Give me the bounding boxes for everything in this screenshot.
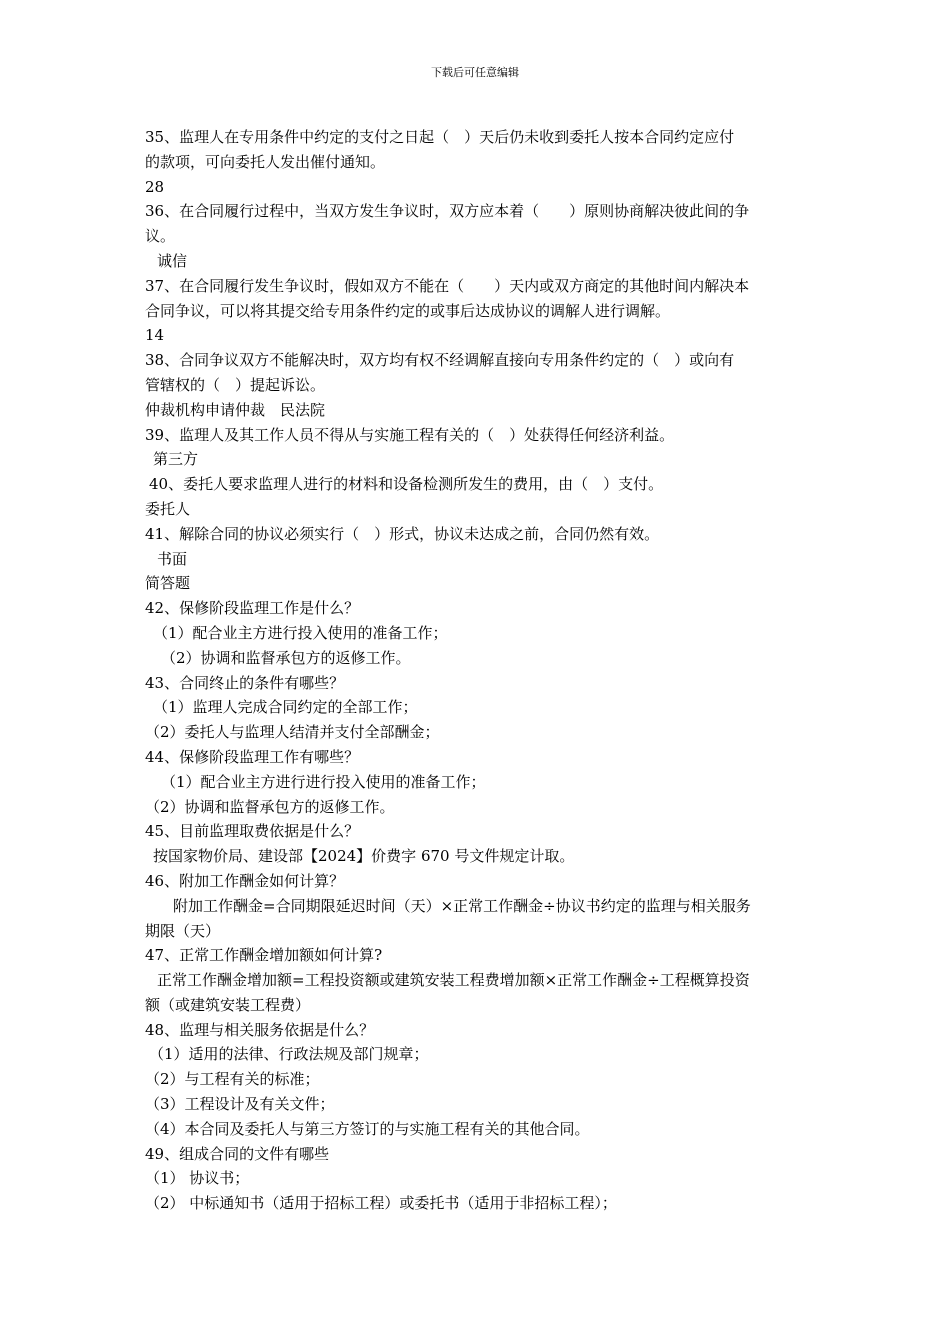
answer-48-item-4: （4）本合同及委托人与第三方签订的与实施工程有关的其他合同。 <box>145 1119 590 1138</box>
answer-40: 委托人 <box>145 499 191 518</box>
answer-39: 第三方 <box>153 450 199 469</box>
question-35-line-1: 35、监理人在专用条件中约定的支付之日起（ ）天后仍未收到委托人按本合同约定应付 <box>145 128 735 146</box>
question-46: 46、附加工作酬金如何计算？ <box>145 871 345 890</box>
question-47: 47、正常工作酬金增加额如何计算? <box>145 946 383 965</box>
answer-47-line-1: 正常工作酬金增加额=工程投资额或建筑安装工程费增加额×正常工作酬金÷工程概算投资 <box>157 971 750 990</box>
answer-49-item-2: （2） 中标通知书（适用于招标工程）或委托书（适用于非招标工程）； <box>145 1194 617 1213</box>
question-39: 39、监理人及其工作人员不得从与实施工程有关的（ ）处获得任何经济利益。 <box>145 425 675 444</box>
question-40: 40、委托人要求监理人进行的材料和设备检测所发生的费用，由（ ）支付。 <box>149 475 664 494</box>
answer-42-item-1: （1）配合业主方进行投入使用的准备工作； <box>153 623 448 642</box>
question-43: 43、合同终止的条件有哪些？ <box>145 673 345 692</box>
answer-43-item-2: （2）委托人与监理人结清并支付全部酬金； <box>145 723 440 742</box>
answer-46-line-2: 期限（天） <box>145 921 221 940</box>
question-45: 45、目前监理取费依据是什么？ <box>145 822 360 841</box>
answer-48-item-2: （2）与工程有关的标准； <box>145 1070 320 1089</box>
question-48: 48、监理与相关服务依据是什么？ <box>145 1020 375 1039</box>
answer-35: 28 <box>145 177 165 196</box>
question-37-line-1: 37、在合同履行发生争议时，假如双方不能在（ ）天内或双方商定的其他时间内解决本 <box>145 276 750 295</box>
answer-37: 14 <box>145 326 165 345</box>
answer-45: 按国家物价局、建设部【2024】价费字 670 号文件规定计取。 <box>153 847 575 866</box>
question-38-line-1: 38、合同争议双方不能解决时，双方均有权不经调解直接向专用条件约定的（ ）或向有 <box>145 351 735 370</box>
question-49: 49、组成合同的文件有哪些 <box>145 1144 330 1163</box>
answer-46-line-1: 附加工作酬金=合同期限延迟时间（天）×正常工作酬金÷协议书约定的监理与相关服务 <box>173 896 751 915</box>
section-heading: 简答题 <box>145 574 191 593</box>
question-35-line-2: 的款项，可向委托人发出催付通知。 <box>145 152 386 171</box>
question-37-line-2: 合同争议，可以将其提交给专用条件约定的或事后达成协议的调解人进行调解。 <box>145 301 671 320</box>
page-header: 下载后可任意编辑 <box>431 66 519 79</box>
answer-48-item-1: （1）适用的法律、行政法规及部门规章； <box>149 1045 429 1064</box>
question-36-line-1: 36、在合同履行过程中，当双方发生争议时，双方应本着（ ）原则协商解决彼此间的争 <box>145 202 750 221</box>
answer-49-item-1: （1） 协议书； <box>145 1169 250 1188</box>
answer-44-item-1: （1）配合业主方进行进行投入使用的准备工作； <box>161 772 486 791</box>
answer-47-line-2: 额（或建筑安装工程费） <box>145 995 311 1014</box>
answer-43-item-1: （1）监理人完成合同约定的全部工作； <box>153 698 418 717</box>
question-42: 42、保修阶段监理工作是什么？ <box>145 599 360 618</box>
answer-41: 书面 <box>157 549 188 568</box>
question-36-line-2: 议。 <box>145 227 176 246</box>
question-44: 44、保修阶段监理工作有哪些？ <box>145 747 360 766</box>
document-body <box>145 125 810 1216</box>
answer-44-item-2: （2）协调和监督承包方的返修工作。 <box>145 797 395 816</box>
answer-38: 仲裁机构申请仲裁 民法院 <box>145 400 326 419</box>
question-41: 41、解除合同的协议必须实行（ ）形式，协议未达成之前，合同仍然有效。 <box>145 524 660 543</box>
answer-48-item-3: （3）工程设计及有关文件； <box>145 1095 335 1114</box>
answer-36: 诚信 <box>157 251 188 270</box>
answer-42-item-2: （2）协调和监督承包方的返修工作。 <box>161 648 411 667</box>
question-38-line-2: 管辖权的（ ）提起诉讼。 <box>145 375 326 394</box>
